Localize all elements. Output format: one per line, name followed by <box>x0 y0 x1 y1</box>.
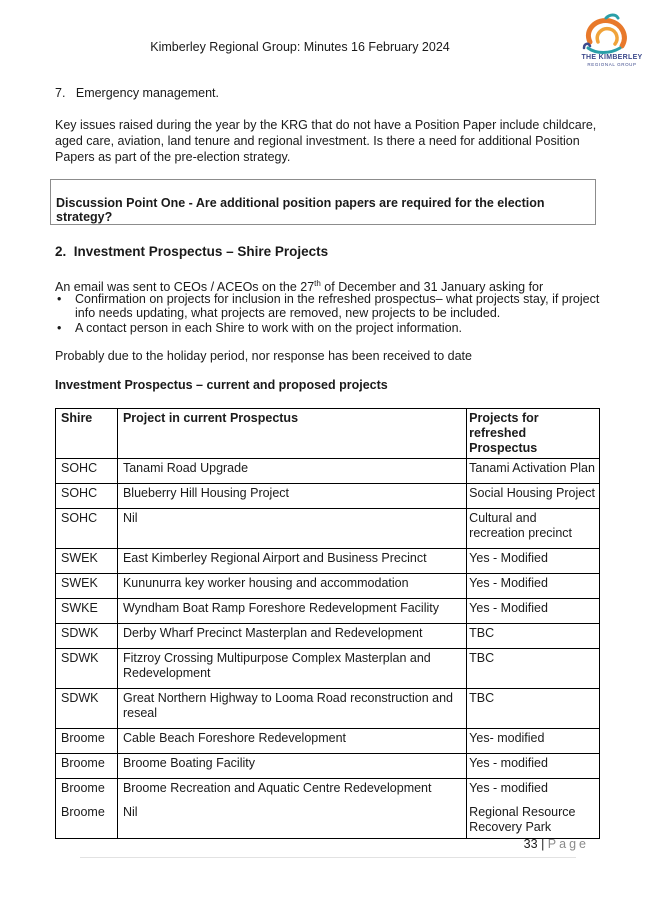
discussion-point-text: Discussion Point One - Are additional position papers are required for the election strategy? <box>56 196 545 224</box>
table-header-row <box>56 409 600 459</box>
cell-refreshed-project: TBC <box>467 649 600 689</box>
cell-current-project: Great Northern Highway to Looma Road reconstruction and reseal <box>117 689 466 729</box>
email-intro-text-end: of December and 31 January asking for <box>320 280 544 295</box>
list-item-emergency-management <box>55 86 219 100</box>
cell-current-project: Blueberry Hill Housing Project <box>117 484 466 509</box>
cell-refreshed-project: Yes - Modified <box>467 574 600 599</box>
cell-shire: SDWK <box>56 624 118 649</box>
cell-shire: SWEK <box>56 574 118 599</box>
paragraph-key-issues: Key issues raised during the year by the KRG that do not have a Position Paper include childcare, aged care, aviation, land tenure and regional investment. Is there a need for additional Position Papers as part of the pre-election strategy. <box>55 118 597 164</box>
header-refreshed-project: Projects for refreshed Prospectus <box>467 409 600 459</box>
section-title: Investment Prospectus – Shire Projects <box>73 244 329 259</box>
table-row <box>56 779 600 804</box>
cell-refreshed-project: Yes - Modified <box>467 549 600 574</box>
cell-refreshed-project: Yes- modified <box>467 729 600 754</box>
cell-shire: SOHC <box>56 459 118 484</box>
cell-shire: SOHC <box>56 509 118 549</box>
cell-refreshed-project: Yes - modified <box>467 754 600 779</box>
cell-shire: SDWK <box>56 689 118 729</box>
cell-current-project: Nil <box>117 509 466 549</box>
list-item-number: 7. <box>55 86 66 100</box>
cell-current-project: East Kimberley Regional Airport and Business Precinct <box>117 549 466 574</box>
cell-refreshed-project: TBC <box>467 624 600 649</box>
section-heading <box>55 244 328 259</box>
email-intro-sup: th <box>314 279 321 288</box>
table-row <box>56 509 600 549</box>
cell-refreshed-project: Cultural and recreation precinct <box>467 509 600 549</box>
logo-text: THE KIMBERLEY REGIONAL GROUP <box>581 54 643 67</box>
table-row <box>56 574 600 599</box>
email-intro-text: An email was sent to CEOs / ACEOs on the 27 <box>55 280 315 295</box>
cell-current-project: Derby Wharf Precinct Masterplan and Redevelopment <box>117 624 466 649</box>
header-shire: Shire <box>56 409 118 459</box>
cell-refreshed-project: Social Housing Project <box>467 484 600 509</box>
page-number: 33 <box>523 837 538 851</box>
bullet-item: • Confirmation on projects for inclusion in the refreshed prospectus– what projects stay, if project info needs updating, what projects are removed, new projects to be included. <box>55 292 600 320</box>
holiday-note: Probably due to the holiday period, nor response has been received to date <box>55 349 472 363</box>
page-separator: | <box>541 837 545 851</box>
cell-current-project: Broome Recreation and Aquatic Centre Redevelopment <box>117 779 466 804</box>
page-label: Page <box>547 837 589 851</box>
cell-refreshed-project: Tanami Activation Plan <box>467 459 600 484</box>
cell-shire: SOHC <box>56 484 118 509</box>
discussion-point-box <box>50 179 596 225</box>
projects-table <box>55 408 600 839</box>
cell-shire: Broome <box>56 754 118 779</box>
page-header-title: Kimberley Regional Group: Minutes 16 February 2024 <box>150 40 450 54</box>
section-number: 2. <box>55 244 67 259</box>
cell-shire: Broome <box>56 803 118 839</box>
bullet-item: • A contact person in each Shire to work with on the project information. <box>55 321 600 335</box>
cell-refreshed-project: Yes - Modified <box>467 599 600 624</box>
table-heading: Investment Prospectus – current and proposed projects <box>55 378 388 392</box>
table-row <box>56 599 600 624</box>
request-bullet-list <box>55 292 600 336</box>
cell-current-project: Kununurra key worker housing and accommodation <box>117 574 466 599</box>
cell-shire: SWKE <box>56 599 118 624</box>
cell-shire: Broome <box>56 729 118 754</box>
cell-shire: Broome <box>56 779 118 804</box>
table-row <box>56 624 600 649</box>
cell-shire: SWEK <box>56 549 118 574</box>
footer-divider <box>80 857 576 858</box>
cell-current-project: Fitzroy Crossing Multipurpose Complex Masterplan and Redevelopment <box>117 649 466 689</box>
table-row <box>56 689 600 729</box>
cell-current-project: Tanami Road Upgrade <box>117 459 466 484</box>
list-item-text: Emergency management. <box>75 86 219 100</box>
table-row <box>56 729 600 754</box>
table-row <box>56 649 600 689</box>
table-row <box>56 803 600 839</box>
cell-current-project: Cable Beach Foreshore Redevelopment <box>117 729 466 754</box>
table-row <box>56 549 600 574</box>
page-footer <box>0 837 589 851</box>
table-row <box>56 484 600 509</box>
cell-refreshed-project: Yes - modified <box>467 779 600 804</box>
table-row <box>56 459 600 484</box>
cell-current-project: Broome Boating Facility <box>117 754 466 779</box>
cell-shire: SDWK <box>56 649 118 689</box>
cell-current-project: Wyndham Boat Ramp Foreshore Redevelopment Facility <box>117 599 466 624</box>
cell-refreshed-project: Regional Resource Recovery Park <box>467 803 600 839</box>
table-row <box>56 754 600 779</box>
cell-current-project: Nil <box>117 803 466 839</box>
cell-refreshed-project: TBC <box>467 689 600 729</box>
header-current-project: Project in current Prospectus <box>117 409 466 459</box>
